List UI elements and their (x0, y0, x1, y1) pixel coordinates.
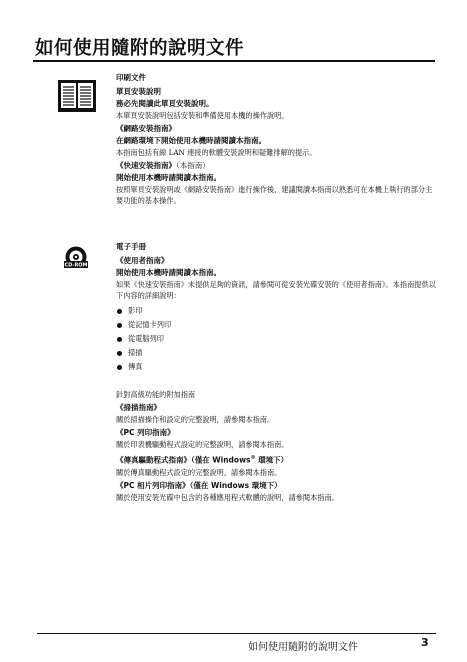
printed-docs-section (116, 72, 436, 206)
electronic-manuals-heading: 電子手冊 (116, 242, 146, 251)
pc-print-guide-body: 關於印表機驅動程式設定的完整說明，請參閱本指南。 (116, 440, 289, 449)
page-title: 如何使用隨附的說明文件 (35, 38, 245, 59)
book-icon (57, 79, 97, 113)
quick-guide-lead: 開始使用本機時請閱讀本指南。 (116, 173, 221, 182)
footer-title: 如何使用隨附的說明文件 (248, 642, 358, 653)
advanced-guides-intro: 針對高級功能的附加指南 (116, 390, 196, 399)
bullet-icon (117, 351, 122, 356)
user-guide-body: 如果《快速安裝指南》未提供足夠的資訊，請參閱可從安裝光碟安裝的《使用者指南》。本指南提供以下內容的詳細說明： (116, 280, 436, 300)
quick-guide-note: （本指南） (176, 161, 210, 170)
advanced-guides-section (116, 389, 436, 503)
bullet-icon (117, 337, 122, 342)
scan-guide-body: 關於掃描操作和設定的完整說明，請參閱本指南。 (116, 415, 275, 424)
scan-guide-title: 《掃描指南》 (116, 403, 161, 412)
list-item: 傳真 (116, 360, 436, 374)
page-number: 3 (421, 636, 429, 649)
quick-guide-title: 《快速安裝指南》 (116, 161, 176, 170)
bullet-icon (117, 365, 122, 370)
list-item: 從電腦列印 (116, 332, 436, 346)
network-guide-title: 《網路安裝指南》 (116, 124, 176, 133)
photo-print-guide-title: 《PC 相片列印指南》（僅在 Windows 環境下） (116, 480, 282, 490)
title-underline (33, 60, 435, 62)
user-guide-title: 《使用者指南》 (116, 256, 169, 265)
printed-docs-heading: 印刷文件 (116, 73, 146, 82)
list-item: 掃描 (116, 346, 436, 360)
list-item: 從記憶卡列印 (116, 318, 436, 332)
fax-driver-guide-title: 《傳真驅動程式指南》（僅在 Windows® 環境下） (116, 455, 289, 465)
footer-rule (37, 633, 436, 634)
photo-print-guide-body: 關於使用安裝光碟中包含的各種應用程式軟體的說明，請參閱本指南。 (116, 492, 339, 502)
quick-guide-title-line (116, 160, 436, 172)
easy-setup-title: 單頁安裝說明 (116, 87, 161, 96)
cd-rom-label: CD-ROM (64, 262, 88, 269)
quick-guide-body: 按照單頁安裝說明或《網路安裝指南》進行操作後，建議閱讀本指南以熟悉可在本機上執行的部分主要功能的基本操作。 (116, 185, 433, 205)
pc-print-guide-title: 《PC 列印指南》 (116, 428, 175, 437)
easy-setup-lead: 務必先閱讀此單頁安裝說明。 (116, 99, 214, 108)
user-guide-lead: 開始使用本機時請閱讀本指南。 (116, 268, 221, 277)
cd-rom-icon (64, 246, 88, 270)
bullet-icon (117, 323, 122, 328)
electronic-manuals-section (116, 241, 436, 374)
user-guide-topics (116, 304, 436, 374)
bullet-icon (117, 309, 122, 314)
network-guide-body: 本指南包括有線 LAN 連接的軟體安裝說明和疑難排解的提示。 (116, 148, 317, 157)
easy-setup-body: 本單頁安裝說明包括安裝和準備使用本機的操作說明。 (116, 111, 289, 120)
fax-driver-guide-body: 關於傳真驅動程式設定的完整說明，請參閱本指南。 (116, 467, 282, 477)
list-item: 影印 (116, 304, 436, 318)
network-guide-lead: 在網路環境下開始使用本機時請閱讀本指南。 (116, 136, 266, 145)
